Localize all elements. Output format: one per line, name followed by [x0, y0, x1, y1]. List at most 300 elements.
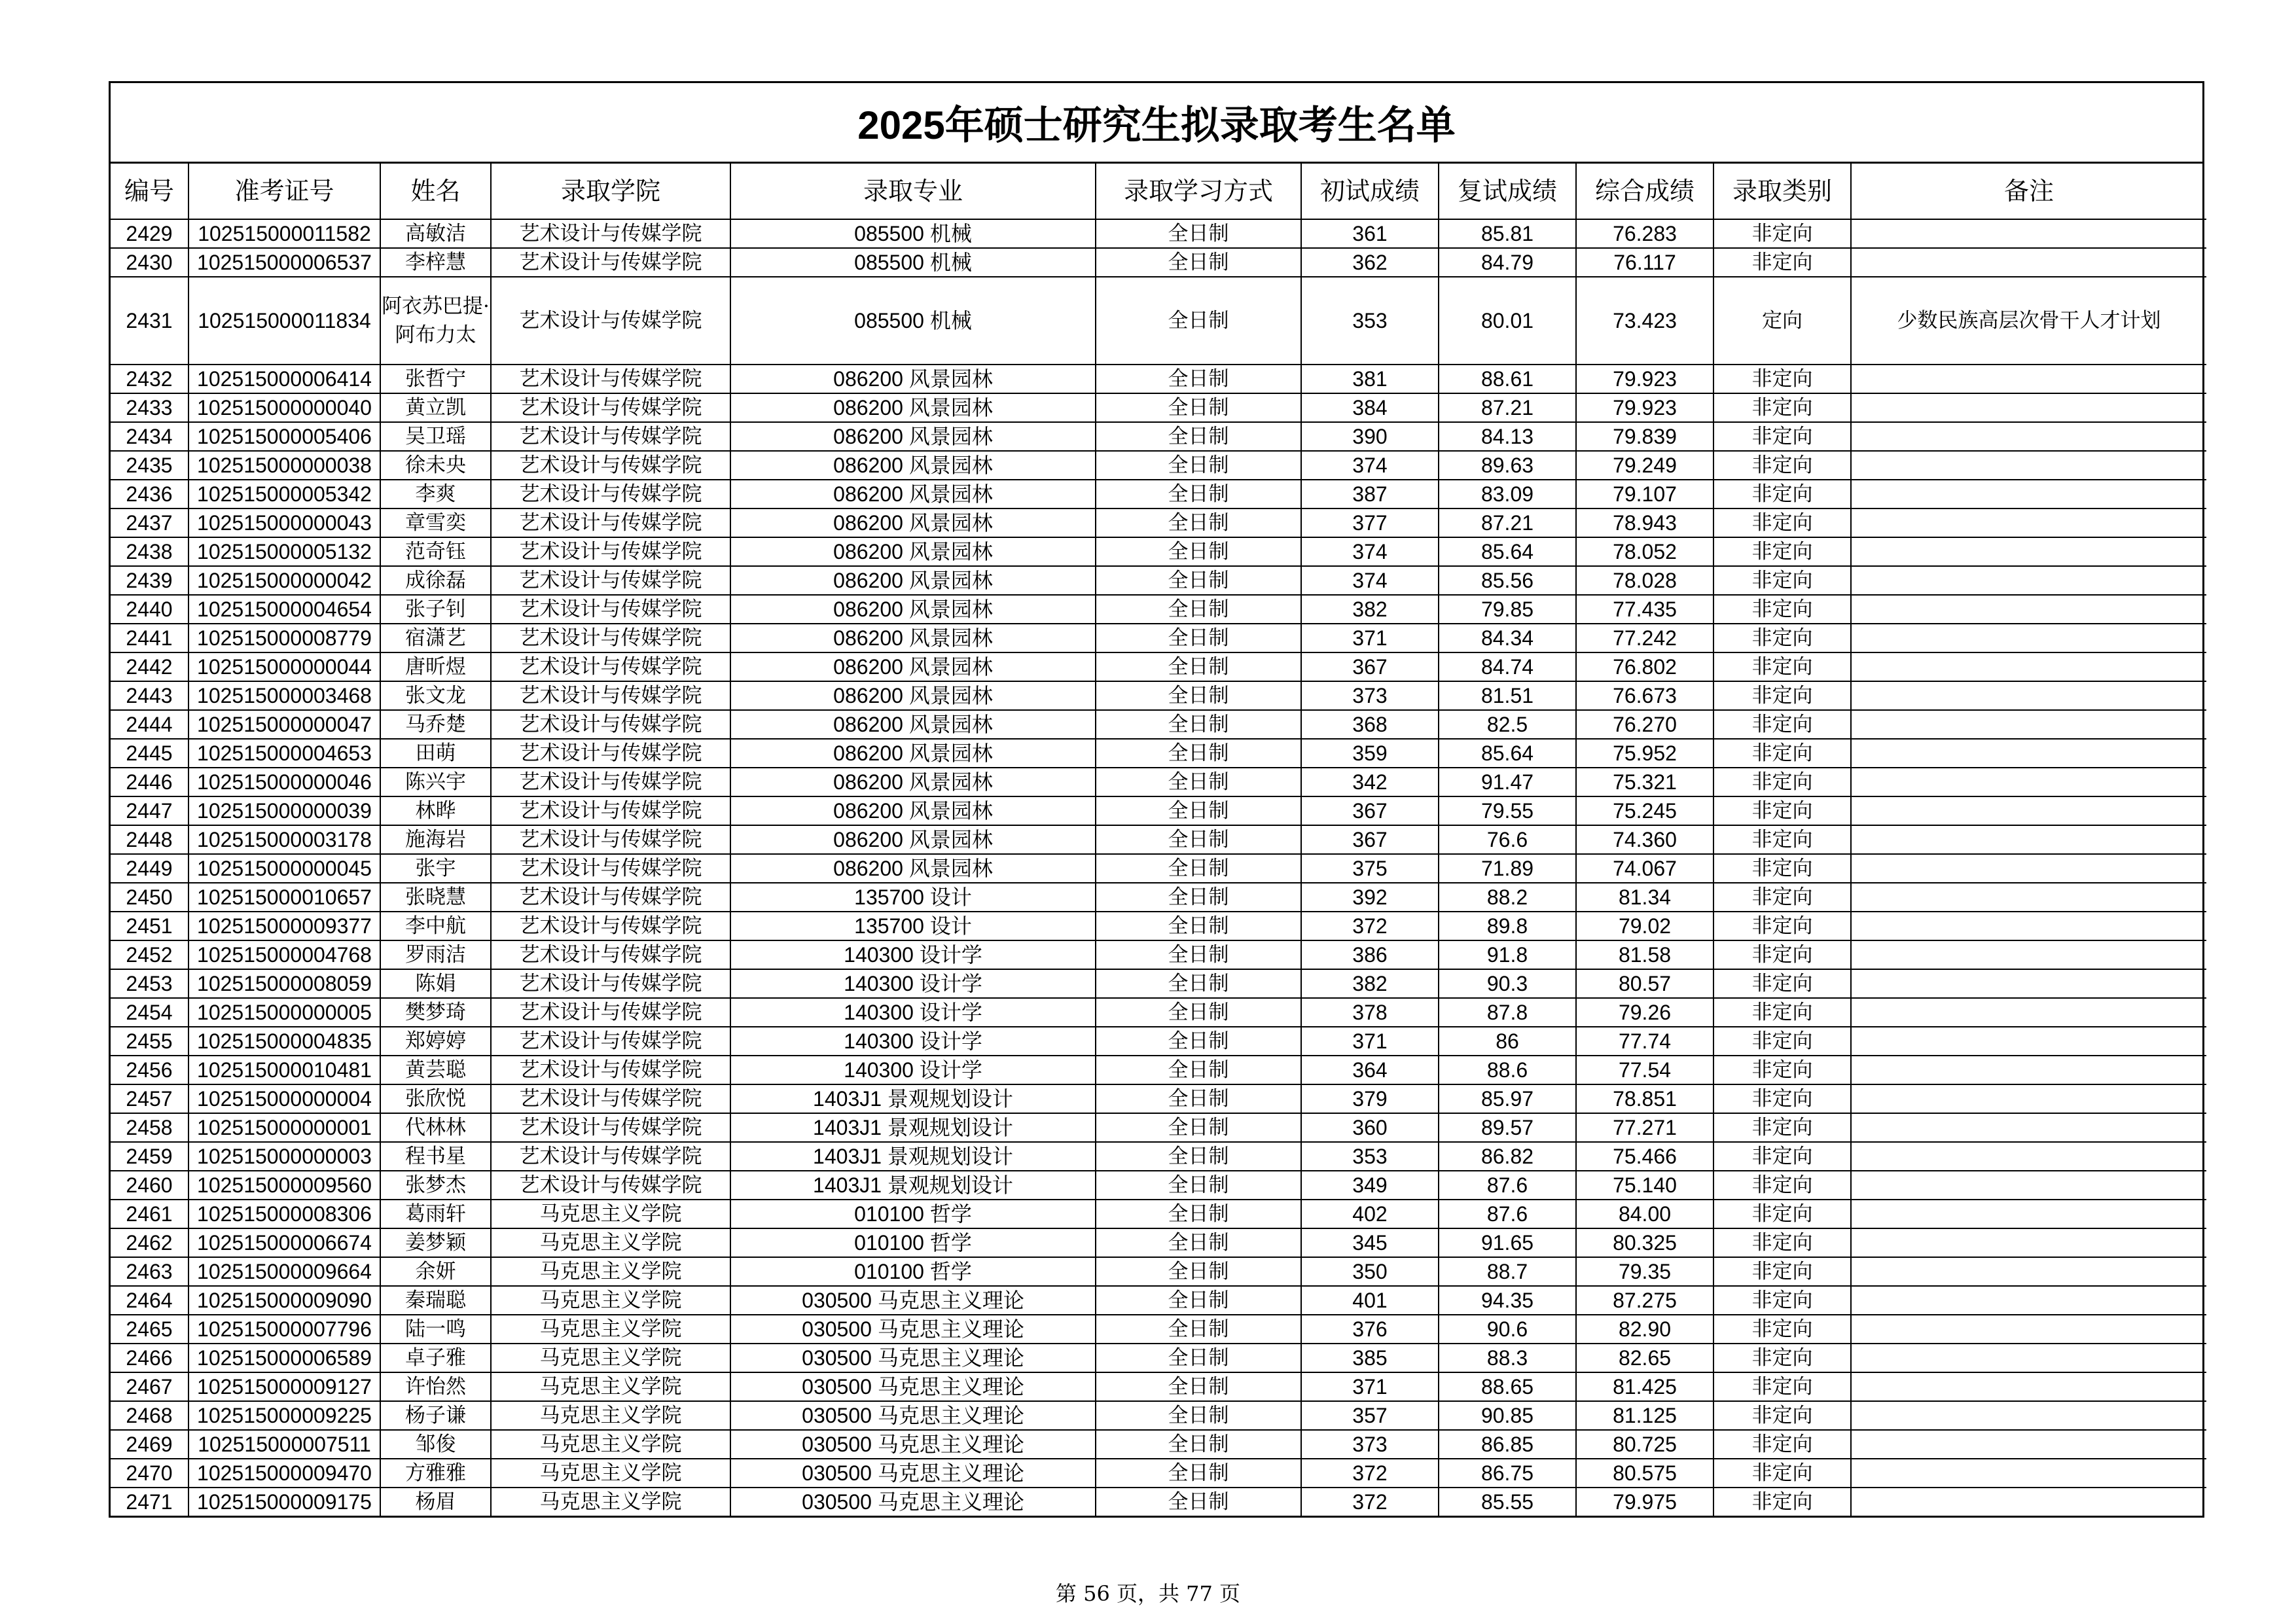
table-row: [111, 451, 2206, 480]
cell-initial-score: 376: [1301, 1315, 1439, 1344]
cell-retest-score: 88.6: [1439, 1056, 1576, 1084]
cell-name: 徐未央: [380, 451, 491, 480]
cell-name: 葛雨轩: [380, 1200, 491, 1228]
cell-study-mode: 全日制: [1096, 248, 1301, 277]
cell-category: 非定向: [1713, 912, 1851, 940]
cell-total-score: 81.58: [1576, 940, 1713, 969]
cell-exam-id: 102515000000045: [188, 854, 380, 883]
cell-category: 非定向: [1713, 508, 1851, 537]
cell-major: 086200 风景园林: [730, 422, 1096, 451]
cell-college: 艺术设计与传媒学院: [491, 1171, 730, 1200]
cell-category: 非定向: [1713, 1459, 1851, 1488]
cell-college: 艺术设计与传媒学院: [491, 365, 730, 393]
cell-college: 艺术设计与传媒学院: [491, 969, 730, 998]
table-row: [111, 681, 2206, 710]
cell-no: 2440: [111, 595, 188, 624]
cell-major: 030500 马克思主义理论: [730, 1315, 1096, 1344]
cell-note: [1851, 1372, 2206, 1401]
cell-initial-score: 374: [1301, 451, 1439, 480]
table-row: [111, 537, 2206, 566]
cell-retest-score: 85.64: [1439, 739, 1576, 768]
cell-study-mode: 全日制: [1096, 451, 1301, 480]
cell-major: 086200 风景园林: [730, 768, 1096, 796]
cell-initial-score: 375: [1301, 854, 1439, 883]
cell-initial-score: 371: [1301, 1027, 1439, 1056]
header-total-score: 综合成绩: [1576, 164, 1713, 219]
cell-major: 086200 风景园林: [730, 393, 1096, 422]
cell-initial-score: 367: [1301, 825, 1439, 854]
cell-study-mode: 全日制: [1096, 1488, 1301, 1516]
cell-exam-id: 102515000000044: [188, 652, 380, 681]
cell-no: 2434: [111, 422, 188, 451]
cell-study-mode: 全日制: [1096, 1200, 1301, 1228]
cell-total-score: 77.242: [1576, 624, 1713, 652]
cell-retest-score: 87.21: [1439, 393, 1576, 422]
cell-major: 086200 风景园林: [730, 825, 1096, 854]
table-row: [111, 796, 2206, 825]
cell-college: 艺术设计与传媒学院: [491, 537, 730, 566]
cell-college: 艺术设计与传媒学院: [491, 912, 730, 940]
cell-college: 艺术设计与传媒学院: [491, 1056, 730, 1084]
cell-retest-score: 94.35: [1439, 1286, 1576, 1315]
cell-note: [1851, 1228, 2206, 1257]
cell-note: [1851, 940, 2206, 969]
table-row: [111, 1171, 2206, 1200]
cell-no: 2467: [111, 1372, 188, 1401]
cell-total-score: 82.65: [1576, 1344, 1713, 1372]
cell-study-mode: 全日制: [1096, 825, 1301, 854]
table-row: [111, 1430, 2206, 1459]
cell-major: 010100 哲学: [730, 1228, 1096, 1257]
cell-note: [1851, 219, 2206, 248]
cell-initial-score: 374: [1301, 566, 1439, 595]
cell-retest-score: 90.3: [1439, 969, 1576, 998]
cell-note: [1851, 248, 2206, 277]
table-row: [111, 393, 2206, 422]
cell-total-score: 76.117: [1576, 248, 1713, 277]
cell-exam-id: 102515000009090: [188, 1286, 380, 1315]
cell-category: 非定向: [1713, 1171, 1851, 1200]
cell-retest-score: 90.6: [1439, 1315, 1576, 1344]
cell-retest-score: 87.8: [1439, 998, 1576, 1027]
cell-note: [1851, 1171, 2206, 1200]
cell-note: [1851, 451, 2206, 480]
cell-name: 邹俊: [380, 1430, 491, 1459]
cell-initial-score: 368: [1301, 710, 1439, 739]
table-row: [111, 912, 2206, 940]
table-row: [111, 1142, 2206, 1171]
cell-category: 非定向: [1713, 1200, 1851, 1228]
cell-name: 李爽: [380, 480, 491, 508]
cell-category: 非定向: [1713, 595, 1851, 624]
cell-initial-score: 378: [1301, 998, 1439, 1027]
header-note: 备注: [1851, 164, 2206, 219]
cell-study-mode: 全日制: [1096, 681, 1301, 710]
cell-exam-id: 102515000008306: [188, 1200, 380, 1228]
cell-study-mode: 全日制: [1096, 854, 1301, 883]
cell-exam-id: 102515000004653: [188, 739, 380, 768]
cell-name: 李中航: [380, 912, 491, 940]
cell-study-mode: 全日制: [1096, 1027, 1301, 1056]
cell-college: 艺术设计与传媒学院: [491, 825, 730, 854]
cell-category: 非定向: [1713, 480, 1851, 508]
cell-no: 2455: [111, 1027, 188, 1056]
cell-name: 黄芸聪: [380, 1056, 491, 1084]
cell-college: 艺术设计与传媒学院: [491, 652, 730, 681]
cell-study-mode: 全日制: [1096, 1084, 1301, 1113]
cell-no: 2445: [111, 739, 188, 768]
cell-note: [1851, 624, 2206, 652]
cell-initial-score: 402: [1301, 1200, 1439, 1228]
cell-exam-id: 102515000003178: [188, 825, 380, 854]
cell-no: 2433: [111, 393, 188, 422]
cell-study-mode: 全日制: [1096, 219, 1301, 248]
cell-note: [1851, 365, 2206, 393]
cell-category: 非定向: [1713, 1142, 1851, 1171]
cell-college: 艺术设计与传媒学院: [491, 277, 730, 365]
cell-total-score: 87.275: [1576, 1286, 1713, 1315]
cell-retest-score: 88.65: [1439, 1372, 1576, 1401]
cell-name: 张梦杰: [380, 1171, 491, 1200]
cell-no: 2454: [111, 998, 188, 1027]
cell-name: 章雪奕: [380, 508, 491, 537]
cell-college: 艺术设计与传媒学院: [491, 624, 730, 652]
table-row: [111, 739, 2206, 768]
cell-total-score: 75.245: [1576, 796, 1713, 825]
cell-college: 艺术设计与传媒学院: [491, 566, 730, 595]
cell-note: [1851, 883, 2206, 912]
cell-initial-score: 373: [1301, 1430, 1439, 1459]
cell-total-score: 79.975: [1576, 1488, 1713, 1516]
cell-college: 艺术设计与传媒学院: [491, 451, 730, 480]
header-initial-score: 初试成绩: [1301, 164, 1439, 219]
cell-category: 非定向: [1713, 1401, 1851, 1430]
cell-total-score: 76.802: [1576, 652, 1713, 681]
cell-study-mode: 全日制: [1096, 480, 1301, 508]
cell-exam-id: 102515000000043: [188, 508, 380, 537]
cell-initial-score: 364: [1301, 1056, 1439, 1084]
header-name: 姓名: [380, 164, 491, 219]
cell-no: 2457: [111, 1084, 188, 1113]
cell-retest-score: 88.3: [1439, 1344, 1576, 1372]
cell-initial-score: 345: [1301, 1228, 1439, 1257]
header-category: 录取类别: [1713, 164, 1851, 219]
cell-exam-id: 102515000005342: [188, 480, 380, 508]
header-college: 录取学院: [491, 164, 730, 219]
cell-exam-id: 102515000000040: [188, 393, 380, 422]
cell-college: 马克思主义学院: [491, 1200, 730, 1228]
cell-name: 黄立凯: [380, 393, 491, 422]
cell-retest-score: 84.13: [1439, 422, 1576, 451]
cell-name: 张欣悦: [380, 1084, 491, 1113]
table-row: [111, 1113, 2206, 1142]
cell-note: [1851, 1027, 2206, 1056]
cell-initial-score: 349: [1301, 1171, 1439, 1200]
cell-retest-score: 79.85: [1439, 595, 1576, 624]
cell-retest-score: 87.21: [1439, 508, 1576, 537]
cell-college: 马克思主义学院: [491, 1286, 730, 1315]
cell-college: 艺术设计与传媒学院: [491, 219, 730, 248]
table-row: [111, 940, 2206, 969]
cell-total-score: 78.851: [1576, 1084, 1713, 1113]
cell-college: 艺术设计与传媒学院: [491, 681, 730, 710]
cell-name: 代林林: [380, 1113, 491, 1142]
cell-retest-score: 85.97: [1439, 1084, 1576, 1113]
cell-total-score: 75.321: [1576, 768, 1713, 796]
cell-college: 马克思主义学院: [491, 1488, 730, 1516]
cell-study-mode: 全日制: [1096, 393, 1301, 422]
cell-no: 2436: [111, 480, 188, 508]
cell-no: 2466: [111, 1344, 188, 1372]
cell-study-mode: 全日制: [1096, 422, 1301, 451]
cell-retest-score: 88.7: [1439, 1257, 1576, 1286]
cell-category: 非定向: [1713, 219, 1851, 248]
cell-major: 1403J1 景观规划设计: [730, 1113, 1096, 1142]
cell-total-score: 81.34: [1576, 883, 1713, 912]
cell-major: 086200 风景园林: [730, 566, 1096, 595]
cell-retest-score: 80.01: [1439, 277, 1576, 365]
cell-total-score: 82.90: [1576, 1315, 1713, 1344]
cell-study-mode: 全日制: [1096, 365, 1301, 393]
cell-major: 086200 风景园林: [730, 365, 1096, 393]
cell-name: 方雅雅: [380, 1459, 491, 1488]
cell-college: 马克思主义学院: [491, 1430, 730, 1459]
cell-total-score: 80.575: [1576, 1459, 1713, 1488]
cell-major: 030500 马克思主义理论: [730, 1430, 1096, 1459]
cell-category: 非定向: [1713, 1056, 1851, 1084]
cell-retest-score: 85.56: [1439, 566, 1576, 595]
cell-study-mode: 全日制: [1096, 710, 1301, 739]
cell-name: 杨子谦: [380, 1401, 491, 1430]
table-row: [111, 1200, 2206, 1228]
table-row: [111, 508, 2206, 537]
cell-note: [1851, 998, 2206, 1027]
cell-college: 艺术设计与传媒学院: [491, 1027, 730, 1056]
cell-retest-score: 87.6: [1439, 1200, 1576, 1228]
table-row: [111, 480, 2206, 508]
cell-college: 艺术设计与传媒学院: [491, 998, 730, 1027]
cell-study-mode: 全日制: [1096, 1228, 1301, 1257]
cell-note: [1851, 508, 2206, 537]
cell-study-mode: 全日制: [1096, 768, 1301, 796]
cell-retest-score: 91.65: [1439, 1228, 1576, 1257]
cell-retest-score: 91.8: [1439, 940, 1576, 969]
cell-study-mode: 全日制: [1096, 1142, 1301, 1171]
cell-total-score: 74.360: [1576, 825, 1713, 854]
cell-note: [1851, 652, 2206, 681]
cell-category: 非定向: [1713, 1344, 1851, 1372]
cell-note: [1851, 825, 2206, 854]
cell-college: 艺术设计与传媒学院: [491, 710, 730, 739]
cell-college: 艺术设计与传媒学院: [491, 883, 730, 912]
cell-major: 085500 机械: [730, 277, 1096, 365]
table-row: [111, 1257, 2206, 1286]
cell-category: 非定向: [1713, 739, 1851, 768]
cell-major: 140300 设计学: [730, 969, 1096, 998]
cell-major: 085500 机械: [730, 248, 1096, 277]
cell-name: 程书星: [380, 1142, 491, 1171]
cell-major: 086200 风景园林: [730, 710, 1096, 739]
cell-note: [1851, 422, 2206, 451]
cell-no: 2446: [111, 768, 188, 796]
cell-category: 非定向: [1713, 1430, 1851, 1459]
cell-name: 阿衣苏巴提·阿布力太: [380, 277, 491, 365]
cell-no: 2447: [111, 796, 188, 825]
cell-no: 2460: [111, 1171, 188, 1200]
cell-total-score: 79.35: [1576, 1257, 1713, 1286]
cell-name: 秦瑞聪: [380, 1286, 491, 1315]
cell-exam-id: 102515000006674: [188, 1228, 380, 1257]
cell-total-score: 78.943: [1576, 508, 1713, 537]
cell-exam-id: 102515000004654: [188, 595, 380, 624]
cell-exam-id: 102515000008059: [188, 969, 380, 998]
header-major: 录取专业: [730, 164, 1096, 219]
cell-note: 少数民族高层次骨干人才计划: [1851, 277, 2206, 365]
cell-exam-id: 102515000000039: [188, 796, 380, 825]
cell-college: 马克思主义学院: [491, 1315, 730, 1344]
cell-category: 非定向: [1713, 681, 1851, 710]
cell-no: 2439: [111, 566, 188, 595]
cell-study-mode: 全日制: [1096, 595, 1301, 624]
cell-name: 陆一鸣: [380, 1315, 491, 1344]
cell-retest-score: 84.34: [1439, 624, 1576, 652]
table-row: [111, 1027, 2206, 1056]
cell-name: 成徐磊: [380, 566, 491, 595]
cell-college: 艺术设计与传媒学院: [491, 595, 730, 624]
cell-retest-score: 85.64: [1439, 537, 1576, 566]
cell-name: 宿潇艺: [380, 624, 491, 652]
cell-major: 010100 哲学: [730, 1257, 1096, 1286]
table-row: [111, 1056, 2206, 1084]
cell-exam-id: 102515000008779: [188, 624, 380, 652]
cell-retest-score: 76.6: [1439, 825, 1576, 854]
cell-exam-id: 102515000000042: [188, 566, 380, 595]
cell-note: [1851, 1430, 2206, 1459]
cell-name: 张哲宁: [380, 365, 491, 393]
cell-category: 非定向: [1713, 1113, 1851, 1142]
cell-study-mode: 全日制: [1096, 1171, 1301, 1200]
cell-major: 140300 设计学: [730, 1056, 1096, 1084]
cell-category: 非定向: [1713, 1488, 1851, 1516]
cell-no: 2438: [111, 537, 188, 566]
cell-major: 086200 风景园林: [730, 739, 1096, 768]
admission-table: [111, 164, 2206, 1516]
cell-exam-id: 102515000000005: [188, 998, 380, 1027]
cell-category: 非定向: [1713, 248, 1851, 277]
cell-name: 郑婷婷: [380, 1027, 491, 1056]
cell-no: 2443: [111, 681, 188, 710]
cell-major: 030500 马克思主义理论: [730, 1401, 1096, 1430]
cell-college: 马克思主义学院: [491, 1459, 730, 1488]
cell-no: 2461: [111, 1200, 188, 1228]
cell-note: [1851, 1459, 2206, 1488]
cell-total-score: 79.923: [1576, 393, 1713, 422]
cell-major: 086200 风景园林: [730, 480, 1096, 508]
cell-note: [1851, 739, 2206, 768]
cell-category: 非定向: [1713, 1257, 1851, 1286]
table-row: [111, 1459, 2206, 1488]
admission-list-sheet: [109, 81, 2204, 1518]
cell-major: 030500 马克思主义理论: [730, 1286, 1096, 1315]
cell-exam-id: 102515000009377: [188, 912, 380, 940]
cell-note: [1851, 1257, 2206, 1286]
cell-exam-id: 102515000011834: [188, 277, 380, 365]
cell-college: 艺术设计与传媒学院: [491, 422, 730, 451]
cell-total-score: 84.00: [1576, 1200, 1713, 1228]
cell-note: [1851, 912, 2206, 940]
cell-no: 2465: [111, 1315, 188, 1344]
cell-total-score: 77.271: [1576, 1113, 1713, 1142]
cell-note: [1851, 1084, 2206, 1113]
cell-initial-score: 385: [1301, 1344, 1439, 1372]
cell-total-score: 73.423: [1576, 277, 1713, 365]
cell-category: 非定向: [1713, 1372, 1851, 1401]
cell-study-mode: 全日制: [1096, 969, 1301, 998]
cell-name: 杨眉: [380, 1488, 491, 1516]
cell-no: 2468: [111, 1401, 188, 1430]
cell-category: 非定向: [1713, 1286, 1851, 1315]
header-no: 编号: [111, 164, 188, 219]
cell-initial-score: 372: [1301, 1488, 1439, 1516]
cell-total-score: 80.725: [1576, 1430, 1713, 1459]
cell-note: [1851, 480, 2206, 508]
table-row: [111, 624, 2206, 652]
cell-study-mode: 全日制: [1096, 1430, 1301, 1459]
cell-retest-score: 71.89: [1439, 854, 1576, 883]
table-row: [111, 998, 2206, 1027]
cell-college: 艺术设计与传媒学院: [491, 1084, 730, 1113]
table-row: [111, 969, 2206, 998]
cell-no: 2442: [111, 652, 188, 681]
cell-total-score: 76.283: [1576, 219, 1713, 248]
cell-total-score: 79.839: [1576, 422, 1713, 451]
cell-name: 李梓慧: [380, 248, 491, 277]
cell-initial-score: 372: [1301, 912, 1439, 940]
cell-exam-id: 102515000003468: [188, 681, 380, 710]
cell-major: 140300 设计学: [730, 940, 1096, 969]
cell-no: 2462: [111, 1228, 188, 1257]
cell-category: 非定向: [1713, 969, 1851, 998]
cell-total-score: 79.107: [1576, 480, 1713, 508]
cell-initial-score: 373: [1301, 681, 1439, 710]
cell-exam-id: 102515000010657: [188, 883, 380, 912]
cell-no: 2430: [111, 248, 188, 277]
cell-major: 1403J1 景观规划设计: [730, 1084, 1096, 1113]
cell-category: 非定向: [1713, 365, 1851, 393]
page-title: 2025年硕士研究生拟录取考生名单: [111, 83, 2202, 164]
cell-retest-score: 89.57: [1439, 1113, 1576, 1142]
cell-no: 2449: [111, 854, 188, 883]
cell-exam-id: 102515000000047: [188, 710, 380, 739]
cell-initial-score: 367: [1301, 796, 1439, 825]
cell-exam-id: 102515000009470: [188, 1459, 380, 1488]
cell-total-score: 81.425: [1576, 1372, 1713, 1401]
cell-note: [1851, 1056, 2206, 1084]
cell-no: 2463: [111, 1257, 188, 1286]
cell-category: 非定向: [1713, 883, 1851, 912]
cell-total-score: 80.57: [1576, 969, 1713, 998]
cell-major: 085500 机械: [730, 219, 1096, 248]
cell-retest-score: 89.8: [1439, 912, 1576, 940]
cell-note: [1851, 1488, 2206, 1516]
cell-study-mode: 全日制: [1096, 508, 1301, 537]
cell-note: [1851, 1401, 2206, 1430]
cell-initial-score: 390: [1301, 422, 1439, 451]
header-exam-id: 准考证号: [188, 164, 380, 219]
cell-category: 非定向: [1713, 710, 1851, 739]
cell-exam-id: 102515000005132: [188, 537, 380, 566]
table-row: [111, 566, 2206, 595]
